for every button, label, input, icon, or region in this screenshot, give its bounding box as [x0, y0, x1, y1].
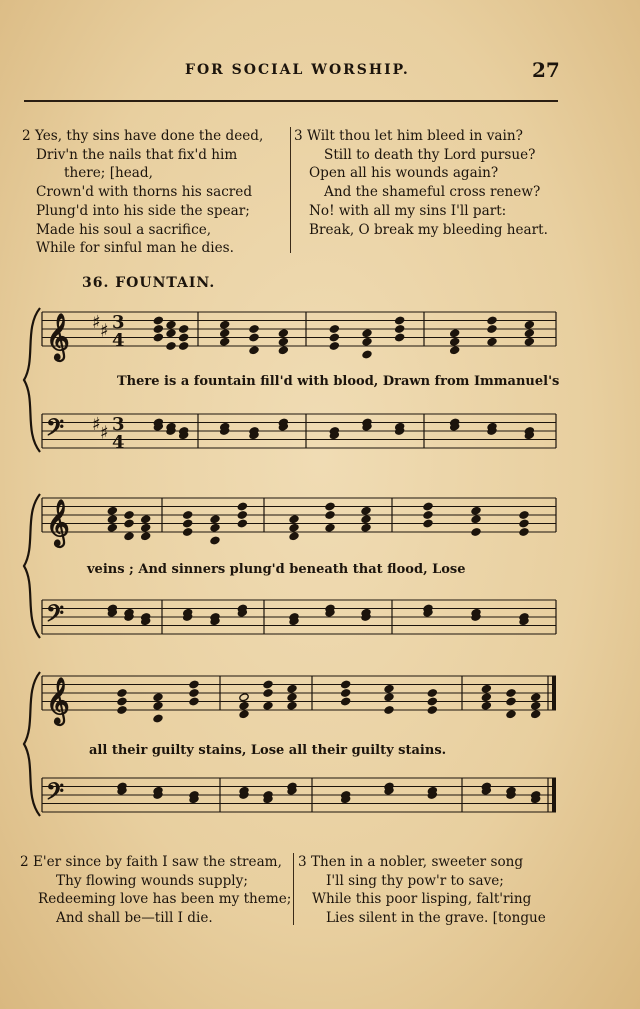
- note-head: [153, 693, 163, 702]
- running-head: FOR SOCIAL WORSHIP.: [185, 62, 410, 78]
- brace: [24, 308, 40, 452]
- note-head: [325, 510, 335, 519]
- note-head: [124, 510, 134, 519]
- note-head: [471, 527, 481, 536]
- note-head: [237, 502, 247, 511]
- note-head: [384, 693, 394, 702]
- verse-line: While for sinful man he dies.: [36, 240, 234, 257]
- verse-3-bottom: [298, 853, 546, 928]
- sharp-sign: ♯: [92, 312, 101, 333]
- verse-line: there; [head,: [64, 165, 153, 182]
- note-head: [263, 701, 273, 710]
- column-divider: [293, 853, 294, 925]
- verse-line: Thy flowing wounds supply;: [56, 872, 248, 889]
- note-head: [278, 329, 288, 338]
- note-head: [487, 316, 497, 325]
- verse-line: Plung'd into his side the spear;: [36, 202, 250, 219]
- note-head: [153, 701, 163, 710]
- note-head: [384, 684, 394, 693]
- note-head: [219, 337, 229, 346]
- note-head: [249, 346, 259, 355]
- verse-line: No! with all my sins I'll part:: [309, 202, 507, 219]
- note-head: [361, 506, 371, 515]
- note-head: [530, 701, 540, 710]
- note-head: [530, 693, 540, 702]
- verse-line: And the shameful cross renew?: [324, 184, 541, 201]
- brace: [24, 672, 40, 816]
- note-head: [519, 519, 529, 528]
- note-head: [140, 532, 150, 541]
- note-head: [394, 333, 404, 342]
- brace: [24, 494, 40, 638]
- note-head: [384, 705, 394, 714]
- sharp-sign: ♯: [100, 422, 109, 444]
- note-head: [239, 710, 249, 719]
- note-head: [423, 510, 433, 519]
- note-head: [362, 329, 372, 338]
- note-head: [166, 341, 176, 350]
- note-head: [329, 333, 339, 342]
- note-head: [471, 515, 481, 524]
- verse-line: 2 Yes, thy sins have done the deed,: [22, 128, 264, 144]
- note-head: [124, 532, 134, 541]
- note-head: [107, 523, 117, 532]
- verse-line: Open all his wounds again?: [309, 165, 499, 182]
- bass-clef: 𝄢: [46, 777, 65, 811]
- note-head: [153, 324, 163, 333]
- sharp-sign: ♯: [92, 414, 101, 435]
- note-head: [449, 337, 459, 346]
- bass-clef: 𝄢: [46, 599, 65, 633]
- note-head: [117, 688, 127, 697]
- note-head: [239, 693, 249, 702]
- note-head: [219, 320, 229, 329]
- note-head: [506, 697, 516, 706]
- note-head: [278, 346, 288, 355]
- note-head: [487, 324, 497, 333]
- verse-line: 3 Wilt thou let him bleed in vain?: [294, 128, 523, 144]
- verse-line: Driv'n the nails that fix'd him: [36, 146, 238, 163]
- note-head: [263, 688, 273, 697]
- note-head: [249, 324, 259, 333]
- note-head: [237, 510, 247, 519]
- note-head: [153, 714, 163, 723]
- time-signature-bottom: 4: [112, 432, 125, 453]
- time-signature-bottom: 4: [112, 330, 125, 351]
- note-head: [524, 337, 534, 346]
- note-head: [524, 320, 534, 329]
- note-head: [519, 527, 529, 536]
- note-head: [189, 697, 199, 706]
- note-head: [182, 519, 192, 528]
- note-head: [362, 337, 372, 346]
- note-head: [210, 523, 220, 532]
- note-head: [219, 329, 229, 338]
- note-head: [107, 506, 117, 515]
- note-head: [124, 519, 134, 528]
- note-head: [361, 523, 371, 532]
- note-head: [189, 680, 199, 689]
- sharp-sign: ♯: [100, 320, 109, 342]
- treble-clef: 𝄞: [46, 313, 70, 360]
- note-head: [481, 693, 491, 702]
- note-head: [189, 688, 199, 697]
- note-head: [287, 693, 297, 702]
- note-head: [153, 316, 163, 325]
- treble-clef: 𝄞: [46, 499, 70, 546]
- note-head: [519, 510, 529, 519]
- note-head: [166, 320, 176, 329]
- verse-line: While this poor lisping, falt'ring: [312, 891, 532, 908]
- note-head: [423, 519, 433, 528]
- lyric-line-3: all their guilty stains, Lose all their guilty stains.: [89, 743, 447, 758]
- time-signature-top: 3: [112, 414, 125, 435]
- note-head: [423, 502, 433, 511]
- note-head: [524, 329, 534, 338]
- verse-line: And shall be—till I die.: [56, 910, 213, 927]
- note-head: [263, 680, 273, 689]
- note-head: [166, 329, 176, 338]
- note-head: [210, 536, 220, 545]
- verse-line: Made his soul a sacrifice,: [36, 221, 212, 238]
- treble-clef: 𝄞: [46, 677, 70, 724]
- verse-2-bottom: [20, 853, 291, 928]
- bass-clef: 𝄢: [46, 413, 65, 447]
- note-head: [487, 337, 497, 346]
- note-head: [329, 341, 339, 350]
- note-head: [287, 684, 297, 693]
- note-head: [117, 705, 127, 714]
- note-head: [340, 680, 350, 689]
- note-head: [325, 502, 335, 511]
- verse-line: Still to death thy Lord pursue?: [324, 146, 536, 163]
- note-head: [394, 316, 404, 325]
- note-head: [178, 341, 188, 350]
- note-head: [117, 697, 127, 706]
- note-head: [427, 697, 437, 706]
- note-head: [140, 523, 150, 532]
- note-head: [471, 506, 481, 515]
- note-head: [287, 701, 297, 710]
- note-head: [239, 701, 249, 710]
- lyric-line-1: There is a fountain fill'd with blood, Drawn from Immanuel's: [117, 374, 560, 389]
- note-head: [249, 333, 259, 342]
- note-head: [362, 350, 372, 359]
- note-head: [237, 519, 247, 528]
- note-head: [210, 515, 220, 524]
- note-head: [178, 333, 188, 342]
- lyric-line-2: veins ; And sinners plung'd beneath that flood, Lose: [87, 562, 466, 577]
- note-head: [449, 346, 459, 355]
- verse-line: Redeeming love has been my theme;: [38, 891, 292, 908]
- verse-line: 2 E'er since by faith I saw the stream,: [20, 854, 282, 870]
- note-head: [289, 532, 299, 541]
- note-head: [140, 515, 150, 524]
- note-head: [278, 337, 288, 346]
- note-head: [289, 523, 299, 532]
- note-head: [481, 701, 491, 710]
- tune-heading: 36. FOUNTAIN.: [82, 275, 216, 291]
- note-head: [449, 329, 459, 338]
- note-head: [394, 324, 404, 333]
- note-head: [107, 515, 117, 524]
- note-head: [178, 324, 188, 333]
- note-head: [481, 684, 491, 693]
- time-signature-top: 3: [112, 312, 125, 333]
- note-head: [427, 705, 437, 714]
- note-head: [361, 515, 371, 524]
- note-head: [182, 527, 192, 536]
- note-head: [182, 510, 192, 519]
- note-head: [427, 688, 437, 697]
- verse-line: 3 Then in a nobler, sweeter song: [298, 854, 524, 870]
- page-number: 27: [532, 58, 560, 82]
- note-head: [530, 710, 540, 719]
- verse-line: Crown'd with thorns his sacred: [36, 184, 253, 201]
- verse-line: I'll sing thy pow'r to save;: [326, 872, 504, 889]
- note-head: [329, 324, 339, 333]
- note-head: [325, 523, 335, 532]
- note-head: [340, 697, 350, 706]
- note-head: [340, 688, 350, 697]
- note-head: [289, 515, 299, 524]
- verse-line: Lies silent in the grave. [tongue: [326, 910, 546, 927]
- verse-line: Break, O break my bleeding heart.: [309, 221, 548, 238]
- note-head: [506, 710, 516, 719]
- note-head: [506, 688, 516, 697]
- note-head: [153, 333, 163, 342]
